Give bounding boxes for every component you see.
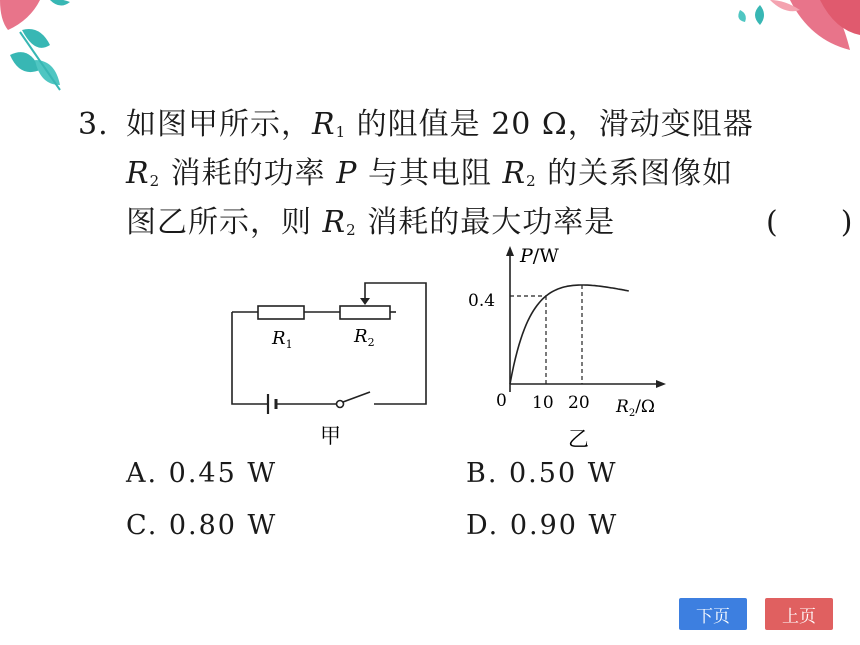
question-number: 3. — [78, 107, 109, 142]
power-curve — [510, 285, 629, 384]
option-b[interactable]: B. 0.50 W — [466, 458, 618, 489]
option-c[interactable]: C. 0.80 W — [126, 510, 278, 541]
origin-label: 0 — [496, 391, 507, 411]
option-a[interactable]: A. 0.45 W — [126, 458, 278, 489]
slider-arrow-icon — [360, 298, 370, 305]
r1-label: $R_1$ — [272, 328, 293, 351]
x-tick-label-10: 10 — [532, 393, 554, 413]
y-axis-label: P/W — [520, 245, 559, 267]
power-resistance-graph — [466, 244, 686, 452]
leaf-decoration-icon — [730, 0, 860, 80]
answer-paren: ( ) — [766, 205, 854, 240]
question-line-3: 图乙所示，则 $R_2$ 消耗的最大功率是 — [126, 205, 616, 240]
y-axis-arrow-icon — [506, 246, 514, 256]
option-d[interactable]: D. 0.90 W — [466, 510, 619, 541]
x-axis-label: $R_2/\Omega$ — [616, 397, 656, 419]
next-page-button[interactable]: 下页 — [679, 598, 747, 630]
circuit-caption: 甲 — [320, 424, 341, 446]
y-tick-label: 0.4 — [468, 291, 496, 311]
x-axis-arrow-icon — [656, 380, 666, 388]
graph-caption: 乙 — [568, 427, 589, 451]
circuit-diagram — [224, 278, 436, 446]
r2-label: $R_2$ — [354, 326, 375, 349]
previous-page-button[interactable]: 上页 — [765, 598, 833, 630]
question-line-1: 如图甲所示，$R_1$ 的阻值是 20 Ω，滑动变阻器 — [126, 107, 754, 142]
question-line-2: $R_2$ 消耗的功率 P 与其电阻 $R_2$ 的关系图像如 — [126, 156, 734, 191]
leaf-decoration-icon — [0, 0, 120, 110]
x-tick-label-20: 20 — [568, 393, 590, 413]
